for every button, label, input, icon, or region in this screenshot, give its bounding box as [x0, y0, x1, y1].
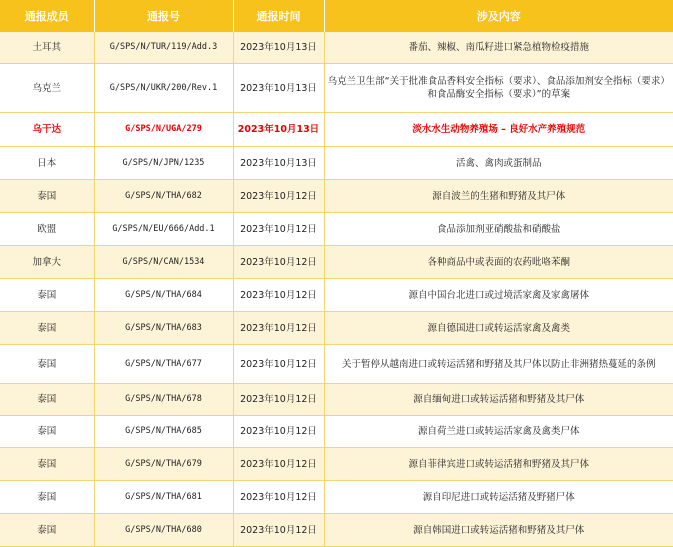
cell-code: G/SPS/N/UGA/279 [94, 113, 233, 147]
table-row [0, 384, 673, 416]
table-row [0, 345, 673, 384]
cell-date: 2023年10月12日 [233, 213, 324, 246]
cell-date: 2023年10月12日 [233, 312, 324, 345]
cell-member: 泰国 [0, 312, 94, 345]
cell-code: G/SPS/N/THA/683 [94, 312, 233, 345]
header-row [0, 0, 673, 32]
table-row [0, 32, 673, 64]
cell-date: 2023年10月12日 [233, 180, 324, 213]
cell-content: 源自印尼进口或转运活猪及野猪尸体 [324, 481, 673, 514]
cell-member: 日本 [0, 147, 94, 180]
table-row [0, 448, 673, 481]
cell-member: 欧盟 [0, 213, 94, 246]
cell-content: 活禽、禽肉或蛋制品 [324, 147, 673, 180]
cell-content: 各种商品中或表面的农药吡咯苯酮 [324, 246, 673, 279]
table-row [0, 312, 673, 345]
cell-member: 泰国 [0, 514, 94, 547]
cell-code: G/SPS/N/UKR/200/Rev.1 [94, 64, 233, 113]
cell-member: 乌克兰 [0, 64, 94, 113]
cell-content: 番茄、辣椒、南瓜籽进口紧急植物检疫措施 [324, 32, 673, 64]
cell-date: 2023年10月12日 [233, 416, 324, 448]
cell-member: 泰国 [0, 279, 94, 312]
cell-date: 2023年10月12日 [233, 279, 324, 312]
cell-code: G/SPS/N/JPN/1235 [94, 147, 233, 180]
cell-content: 源自波兰的生猪和野猪及其尸体 [324, 180, 673, 213]
cell-member: 土耳其 [0, 32, 94, 64]
table-row-highlighted [0, 113, 673, 147]
cell-date: 2023年10月13日 [233, 113, 324, 147]
cell-content: 食品添加剂亚硝酸盐和硝酸盐 [324, 213, 673, 246]
cell-date: 2023年10月13日 [233, 147, 324, 180]
cell-code: G/SPS/N/THA/685 [94, 416, 233, 448]
header-content: 涉及内容 [324, 0, 673, 32]
cell-member: 泰国 [0, 481, 94, 514]
cell-content: 淡水水生动物养殖场 – 良好水产养殖规范 [324, 113, 673, 147]
cell-content: 关于暂停从越南进口或转运活猪和野猪及其尸体以防止非洲猪热蔓延的条例 [324, 345, 673, 384]
cell-date: 2023年10月13日 [233, 32, 324, 64]
cell-member: 泰国 [0, 448, 94, 481]
cell-code: G/SPS/N/CAN/1534 [94, 246, 233, 279]
cell-date: 2023年10月13日 [233, 64, 324, 113]
header-member: 通报成员 [0, 0, 94, 32]
cell-member: 泰国 [0, 416, 94, 448]
header-date: 通报时间 [233, 0, 324, 32]
cell-content: 源自韩国进口或转运活猪和野猪及其尸体 [324, 514, 673, 547]
cell-member: 加拿大 [0, 246, 94, 279]
cell-code: G/SPS/N/THA/681 [94, 481, 233, 514]
cell-code: G/SPS/N/THA/677 [94, 345, 233, 384]
cell-date: 2023年10月12日 [233, 514, 324, 547]
cell-code: G/SPS/N/THA/680 [94, 514, 233, 547]
cell-content: 乌克兰卫生部“关于批准食品香料安全指标（要求）、食品添加剂安全指标（要求）和食品酶安全指标（要求）”的草案 [324, 64, 673, 113]
cell-date: 2023年10月12日 [233, 448, 324, 481]
table-row [0, 514, 673, 547]
table-row [0, 64, 673, 113]
cell-date: 2023年10月12日 [233, 481, 324, 514]
table-row [0, 147, 673, 180]
cell-code: G/SPS/N/THA/679 [94, 448, 233, 481]
cell-content: 源自菲律宾进口或转运活猪和野猪及其尸体 [324, 448, 673, 481]
table-row [0, 180, 673, 213]
table-row [0, 246, 673, 279]
table-row [0, 416, 673, 448]
cell-code: G/SPS/N/THA/678 [94, 384, 233, 416]
cell-member: 乌干达 [0, 113, 94, 147]
table-row [0, 481, 673, 514]
cell-member: 泰国 [0, 384, 94, 416]
cell-date: 2023年10月12日 [233, 345, 324, 384]
cell-code: G/SPS/N/EU/666/Add.1 [94, 213, 233, 246]
cell-code: G/SPS/N/THA/682 [94, 180, 233, 213]
table-row [0, 213, 673, 246]
cell-code: G/SPS/N/TUR/119/Add.3 [94, 32, 233, 64]
cell-member: 泰国 [0, 345, 94, 384]
table-row [0, 279, 673, 312]
cell-member: 泰国 [0, 180, 94, 213]
header-code: 通报号 [94, 0, 233, 32]
cell-code: G/SPS/N/THA/684 [94, 279, 233, 312]
cell-content: 源自缅甸进口或转运活猪和野猪及其尸体 [324, 384, 673, 416]
cell-content: 源自中国台北进口或过境活家禽及家禽屠体 [324, 279, 673, 312]
cell-content: 源自荷兰进口或转运活家禽及禽类尸体 [324, 416, 673, 448]
cell-date: 2023年10月12日 [233, 246, 324, 279]
cell-date: 2023年10月12日 [233, 384, 324, 416]
cell-content: 源自德国进口或转运活家禽及禽类 [324, 312, 673, 345]
